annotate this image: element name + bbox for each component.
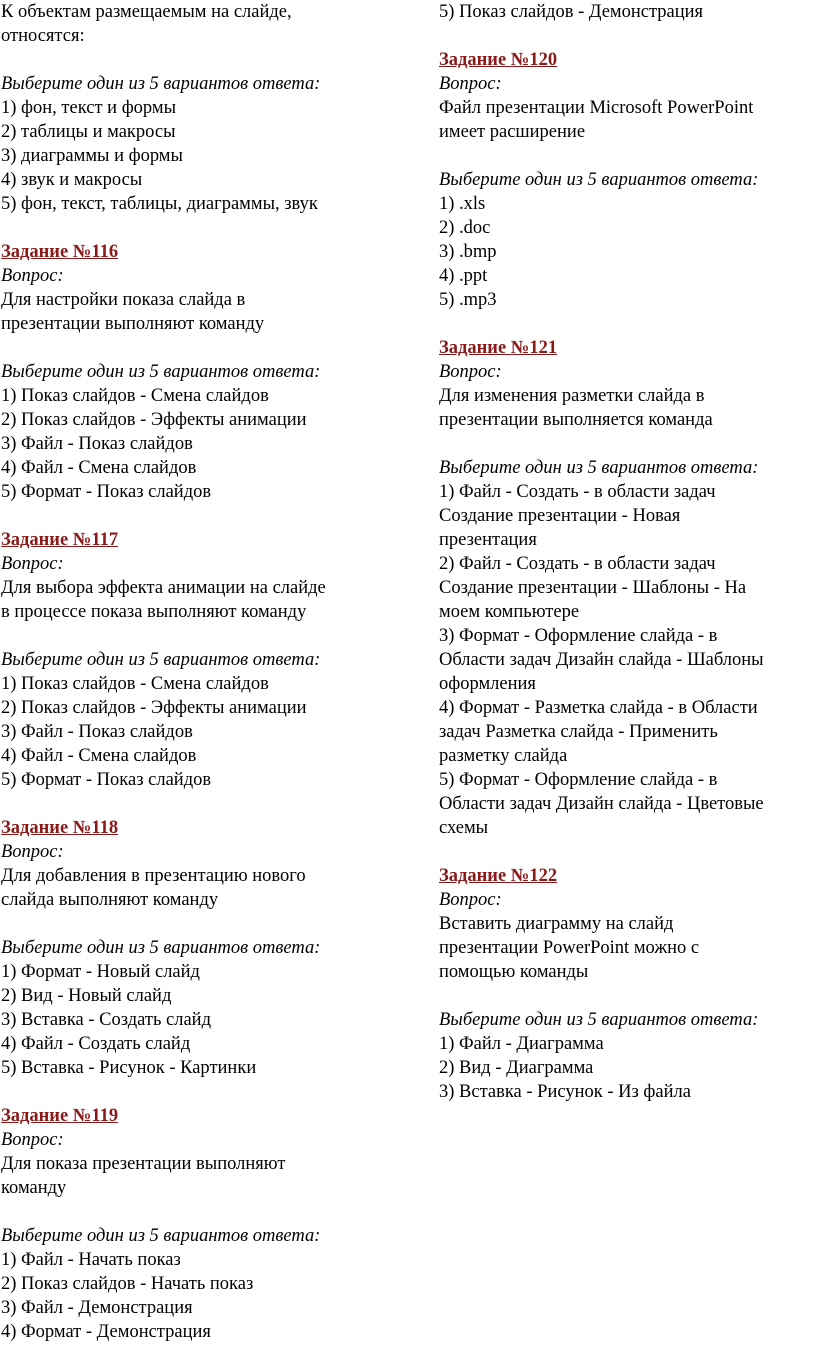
answer-option: 2) Показ слайдов - Эффекты анимации bbox=[1, 698, 307, 718]
answer-option: 2) Показ слайдов - Эффекты анимации bbox=[1, 410, 307, 430]
answer-prompt: Выберите один из 5 вариантов ответа: bbox=[439, 1010, 759, 1030]
answer-option: 1) Формат - Новый слайд bbox=[1, 962, 200, 982]
answer-option: 3) Вставка - Создать слайд bbox=[1, 1010, 211, 1030]
question-label: Вопрос: bbox=[439, 890, 502, 910]
task-121 bbox=[439, 336, 811, 840]
answer-option: 3) .bmp bbox=[439, 242, 497, 262]
question-line: презентации выполняется команда bbox=[439, 410, 713, 430]
question-line: имеет расширение bbox=[439, 122, 586, 142]
question-label: Вопрос: bbox=[1, 842, 64, 862]
task-119-continuation bbox=[439, 0, 811, 24]
answer-option: разметку слайда bbox=[439, 746, 568, 766]
answer-option: 4) Формат - Демонстрация bbox=[1, 1322, 211, 1342]
answer-option: задач Разметка слайда - Применить bbox=[439, 722, 718, 742]
question-line: Для добавления в презентацию нового bbox=[1, 866, 306, 886]
answer-option: Области задач Дизайн слайда - Цветовые bbox=[439, 794, 764, 814]
answer-option: 3) Файл - Демонстрация bbox=[1, 1298, 193, 1318]
answer-option: 2) Вид - Новый слайд bbox=[1, 986, 172, 1006]
task-116 bbox=[1, 240, 401, 504]
task-119 bbox=[1, 1104, 401, 1344]
question-line: команду bbox=[1, 1178, 67, 1198]
intro-question bbox=[1, 0, 401, 216]
right-column bbox=[439, 0, 811, 1128]
question-line: Файл презентации Microsoft PowerPoint bbox=[439, 98, 754, 118]
question-line: слайда выполняют команду bbox=[1, 890, 219, 910]
answer-option: 1) Показ слайдов - Смена слайдов bbox=[1, 386, 269, 406]
answer-option: 1) .xls bbox=[439, 194, 486, 214]
answer-option: 5) Формат - Показ слайдов bbox=[1, 482, 212, 502]
answer-prompt: Выберите один из 5 вариантов ответа: bbox=[1, 650, 321, 670]
answer-option: моем компьютере bbox=[439, 602, 580, 622]
answer-option: 1) Показ слайдов - Смена слайдов bbox=[1, 674, 269, 694]
question-line: презентации PowerPoint можно с bbox=[439, 938, 700, 958]
answer-option: Создание презентации - Шаблоны - На bbox=[439, 578, 747, 598]
answer-option: 3) Формат - Оформление слайда - в bbox=[439, 626, 718, 646]
task-title: Задание №122 bbox=[439, 866, 558, 886]
question-label: Вопрос: bbox=[439, 74, 502, 94]
answer-option: 2) .doc bbox=[439, 218, 491, 238]
answer-option: 4) звук и макросы bbox=[1, 170, 143, 190]
question-label: Вопрос: bbox=[1, 1130, 64, 1150]
answer-option: схемы bbox=[439, 818, 489, 838]
task-118 bbox=[1, 816, 401, 1080]
left-column bbox=[1, 0, 401, 1368]
answer-prompt: Выберите один из 5 вариантов ответа: bbox=[1, 74, 321, 94]
question-line: К объектам размещаемым на слайде, bbox=[1, 2, 292, 22]
answer-option: презентация bbox=[439, 530, 537, 550]
answer-option: 5) Формат - Оформление слайда - в bbox=[439, 770, 718, 790]
answer-option: 4) .ppt bbox=[439, 266, 488, 286]
answer-option: 2) таблицы и макросы bbox=[1, 122, 176, 142]
task-title: Задание №116 bbox=[1, 242, 119, 262]
answer-option: 1) фон, текст и формы bbox=[1, 98, 177, 118]
answer-option: 4) Файл - Смена слайдов bbox=[1, 458, 197, 478]
answer-option: 4) Формат - Разметка слайда - в Области bbox=[439, 698, 758, 718]
question-line: в процессе показа выполняют команду bbox=[1, 602, 307, 622]
answer-option: Области задач Дизайн слайда - Шаблоны bbox=[439, 650, 764, 670]
question-label: Вопрос: bbox=[439, 362, 502, 382]
task-120 bbox=[439, 48, 811, 312]
question-line: относятся: bbox=[1, 26, 85, 46]
task-122 bbox=[439, 864, 811, 1104]
task-title: Задание №117 bbox=[1, 530, 119, 550]
question-label: Вопрос: bbox=[1, 554, 64, 574]
answer-option: 3) Файл - Показ слайдов bbox=[1, 722, 193, 742]
answer-option: 3) Вставка - Рисунок - Из файла bbox=[439, 1082, 691, 1102]
answer-option: 5) Вставка - Рисунок - Картинки bbox=[1, 1058, 257, 1078]
task-title: Задание №119 bbox=[1, 1106, 119, 1126]
answer-option: 5) фон, текст, таблицы, диаграммы, звук bbox=[1, 194, 318, 214]
answer-option: 1) Файл - Создать - в области задач bbox=[439, 482, 716, 502]
answer-option: 4) Файл - Смена слайдов bbox=[1, 746, 197, 766]
answer-option: 5) Формат - Показ слайдов bbox=[1, 770, 212, 790]
answer-prompt: Выберите один из 5 вариантов ответа: bbox=[439, 458, 759, 478]
question-line: Для изменения разметки слайда в bbox=[439, 386, 705, 406]
answer-option: Создание презентации - Новая bbox=[439, 506, 681, 526]
answer-option: 5) .mp3 bbox=[439, 290, 497, 310]
task-117 bbox=[1, 528, 401, 792]
answer-prompt: Выберите один из 5 вариантов ответа: bbox=[439, 170, 759, 190]
answer-option: 3) диаграммы и формы bbox=[1, 146, 183, 166]
answer-option: 2) Показ слайдов - Начать показ bbox=[1, 1274, 254, 1294]
question-line: Для настройки показа слайда в bbox=[1, 290, 246, 310]
question-line: Вставить диаграмму на слайд bbox=[439, 914, 674, 934]
task-title: Задание №121 bbox=[439, 338, 558, 358]
question-line: презентации выполняют команду bbox=[1, 314, 265, 334]
answer-option: 1) Файл - Диаграмма bbox=[439, 1034, 604, 1054]
question-label: Вопрос: bbox=[1, 266, 64, 286]
answer-prompt: Выберите один из 5 вариантов ответа: bbox=[1, 938, 321, 958]
question-line: Для показа презентации выполняют bbox=[1, 1154, 286, 1174]
answer-prompt: Выберите один из 5 вариантов ответа: bbox=[1, 362, 321, 382]
answer-option: 2) Вид - Диаграмма bbox=[439, 1058, 594, 1078]
answer-option: 4) Файл - Создать слайд bbox=[1, 1034, 191, 1054]
answer-option: 1) Файл - Начать показ bbox=[1, 1250, 181, 1270]
answer-option: 5) Показ слайдов - Демонстрация bbox=[439, 2, 704, 22]
answer-option: 2) Файл - Создать - в области задач bbox=[439, 554, 716, 574]
question-line: помощью команды bbox=[439, 962, 589, 982]
answer-option: оформления bbox=[439, 674, 536, 694]
answer-prompt: Выберите один из 5 вариантов ответа: bbox=[1, 1226, 321, 1246]
task-title: Задание №120 bbox=[439, 50, 558, 70]
answer-option: 3) Файл - Показ слайдов bbox=[1, 434, 193, 454]
question-line: Для выбора эффекта анимации на слайде bbox=[1, 578, 326, 598]
task-title: Задание №118 bbox=[1, 818, 119, 838]
